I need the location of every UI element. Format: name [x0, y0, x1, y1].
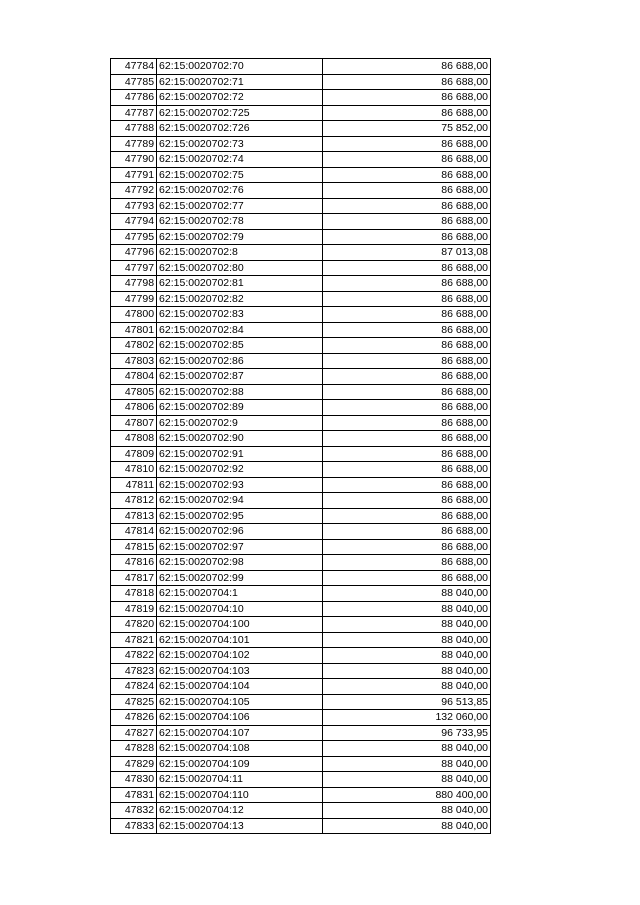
cadastral-number-cell: 62:15:0020702:725 [157, 105, 323, 121]
cadastral-number-cell: 62:15:0020704:109 [157, 756, 323, 772]
cadastral-number-cell: 62:15:0020704:13 [157, 818, 323, 834]
cadastral-value-table [110, 58, 491, 834]
cadastral-number-cell: 62:15:0020702:82 [157, 291, 323, 307]
row-number-cell: 47793 [111, 198, 157, 214]
cadastral-number-cell: 62:15:0020702:92 [157, 462, 323, 478]
cadastral-value-cell: 96 733,95 [323, 725, 491, 741]
cadastral-value-cell: 86 688,00 [323, 291, 491, 307]
cadastral-number-cell: 62:15:0020702:84 [157, 322, 323, 338]
cadastral-value-cell: 86 688,00 [323, 369, 491, 385]
cadastral-value-cell: 86 688,00 [323, 462, 491, 478]
cadastral-value-cell: 75 852,00 [323, 121, 491, 137]
cadastral-number-cell: 62:15:0020704:102 [157, 648, 323, 664]
row-number-cell: 47824 [111, 679, 157, 695]
cadastral-value-cell: 88 040,00 [323, 648, 491, 664]
cadastral-value-cell: 86 688,00 [323, 446, 491, 462]
cadastral-value-cell: 86 688,00 [323, 152, 491, 168]
cadastral-value-cell: 86 688,00 [323, 415, 491, 431]
table-row [111, 136, 491, 152]
cadastral-value-cell: 88 040,00 [323, 601, 491, 617]
row-number-cell: 47818 [111, 586, 157, 602]
cadastral-value-cell: 86 688,00 [323, 524, 491, 540]
table-row [111, 291, 491, 307]
cadastral-number-cell: 62:15:0020702:74 [157, 152, 323, 168]
table-row [111, 632, 491, 648]
row-number-cell: 47817 [111, 570, 157, 586]
cadastral-value-cell: 86 688,00 [323, 338, 491, 354]
cadastral-value-cell: 96 513,85 [323, 694, 491, 710]
row-number-cell: 47823 [111, 663, 157, 679]
table-row [111, 415, 491, 431]
row-number-cell: 47799 [111, 291, 157, 307]
cadastral-value-cell: 86 688,00 [323, 167, 491, 183]
table-row [111, 260, 491, 276]
row-number-cell: 47810 [111, 462, 157, 478]
row-number-cell: 47827 [111, 725, 157, 741]
cadastral-number-cell: 62:15:0020704:105 [157, 694, 323, 710]
cadastral-number-cell: 62:15:0020702:91 [157, 446, 323, 462]
cadastral-number-cell: 62:15:0020702:83 [157, 307, 323, 323]
cadastral-number-cell: 62:15:0020702:8 [157, 245, 323, 261]
cadastral-number-cell: 62:15:0020704:11 [157, 772, 323, 788]
table-body [111, 59, 491, 834]
table-row [111, 756, 491, 772]
row-number-cell: 47832 [111, 803, 157, 819]
row-number-cell: 47798 [111, 276, 157, 292]
cadastral-number-cell: 62:15:0020704:103 [157, 663, 323, 679]
cadastral-value-cell: 86 688,00 [323, 555, 491, 571]
row-number-cell: 47814 [111, 524, 157, 540]
cadastral-number-cell: 62:15:0020702:96 [157, 524, 323, 540]
table-row [111, 431, 491, 447]
row-number-cell: 47790 [111, 152, 157, 168]
table-row [111, 524, 491, 540]
cadastral-value-cell: 87 013,08 [323, 245, 491, 261]
row-number-cell: 47829 [111, 756, 157, 772]
table-row [111, 229, 491, 245]
table-row [111, 818, 491, 834]
row-number-cell: 47833 [111, 818, 157, 834]
cadastral-number-cell: 62:15:0020702:70 [157, 59, 323, 75]
table-row [111, 105, 491, 121]
table-row [111, 59, 491, 75]
row-number-cell: 47791 [111, 167, 157, 183]
cadastral-value-cell: 86 688,00 [323, 493, 491, 509]
cadastral-number-cell: 62:15:0020702:78 [157, 214, 323, 230]
cadastral-value-cell: 86 688,00 [323, 90, 491, 106]
row-number-cell: 47811 [111, 477, 157, 493]
row-number-cell: 47794 [111, 214, 157, 230]
row-number-cell: 47785 [111, 74, 157, 90]
row-number-cell: 47805 [111, 384, 157, 400]
table-row [111, 787, 491, 803]
table-row [111, 663, 491, 679]
cadastral-number-cell: 62:15:0020702:71 [157, 74, 323, 90]
table-row [111, 152, 491, 168]
cadastral-number-cell: 62:15:0020702:88 [157, 384, 323, 400]
table-row [111, 772, 491, 788]
table-row [111, 601, 491, 617]
table-row [111, 400, 491, 416]
table-row [111, 555, 491, 571]
table-row [111, 803, 491, 819]
table-row [111, 710, 491, 726]
row-number-cell: 47822 [111, 648, 157, 664]
row-number-cell: 47812 [111, 493, 157, 509]
cadastral-value-cell: 86 688,00 [323, 353, 491, 369]
cadastral-number-cell: 62:15:0020704:104 [157, 679, 323, 695]
cadastral-value-cell: 88 040,00 [323, 756, 491, 772]
row-number-cell: 47789 [111, 136, 157, 152]
cadastral-value-cell: 880 400,00 [323, 787, 491, 803]
table-row [111, 183, 491, 199]
cadastral-number-cell: 62:15:0020704:110 [157, 787, 323, 803]
cadastral-number-cell: 62:15:0020704:101 [157, 632, 323, 648]
cadastral-number-cell: 62:15:0020702:79 [157, 229, 323, 245]
cadastral-value-cell: 86 688,00 [323, 431, 491, 447]
cadastral-value-cell: 88 040,00 [323, 818, 491, 834]
row-number-cell: 47821 [111, 632, 157, 648]
cadastral-number-cell: 62:15:0020704:106 [157, 710, 323, 726]
cadastral-value-cell: 132 060,00 [323, 710, 491, 726]
table-row [111, 338, 491, 354]
cadastral-value-cell: 86 688,00 [323, 260, 491, 276]
row-number-cell: 47807 [111, 415, 157, 431]
row-number-cell: 47802 [111, 338, 157, 354]
cadastral-value-cell: 86 688,00 [323, 477, 491, 493]
row-number-cell: 47820 [111, 617, 157, 633]
cadastral-value-cell: 88 040,00 [323, 679, 491, 695]
cadastral-number-cell: 62:15:0020704:10 [157, 601, 323, 617]
table-row [111, 694, 491, 710]
cadastral-value-cell: 86 688,00 [323, 136, 491, 152]
cadastral-number-cell: 62:15:0020704:107 [157, 725, 323, 741]
cadastral-number-cell: 62:15:0020702:86 [157, 353, 323, 369]
table-row [111, 679, 491, 695]
table-row [111, 353, 491, 369]
table-row [111, 276, 491, 292]
cadastral-number-cell: 62:15:0020702:76 [157, 183, 323, 199]
cadastral-value-cell: 86 688,00 [323, 229, 491, 245]
cadastral-number-cell: 62:15:0020704:1 [157, 586, 323, 602]
table-row [111, 214, 491, 230]
table-row [111, 322, 491, 338]
cadastral-value-cell: 86 688,00 [323, 508, 491, 524]
row-number-cell: 47828 [111, 741, 157, 757]
cadastral-value-cell: 86 688,00 [323, 198, 491, 214]
row-number-cell: 47830 [111, 772, 157, 788]
table-row [111, 245, 491, 261]
table-row [111, 384, 491, 400]
table-row [111, 617, 491, 633]
table-row [111, 167, 491, 183]
cadastral-number-cell: 62:15:0020704:12 [157, 803, 323, 819]
row-number-cell: 47787 [111, 105, 157, 121]
table-row [111, 741, 491, 757]
cadastral-value-cell: 86 688,00 [323, 214, 491, 230]
table-row [111, 446, 491, 462]
cadastral-number-cell: 62:15:0020702:75 [157, 167, 323, 183]
cadastral-number-cell: 62:15:0020702:726 [157, 121, 323, 137]
cadastral-value-cell: 86 688,00 [323, 570, 491, 586]
row-number-cell: 47806 [111, 400, 157, 416]
cadastral-value-cell: 86 688,00 [323, 74, 491, 90]
row-number-cell: 47788 [111, 121, 157, 137]
cadastral-number-cell: 62:15:0020702:98 [157, 555, 323, 571]
row-number-cell: 47816 [111, 555, 157, 571]
cadastral-value-cell: 86 688,00 [323, 276, 491, 292]
cadastral-number-cell: 62:15:0020704:100 [157, 617, 323, 633]
cadastral-number-cell: 62:15:0020702:73 [157, 136, 323, 152]
cadastral-number-cell: 62:15:0020702:90 [157, 431, 323, 447]
table-row [111, 462, 491, 478]
row-number-cell: 47809 [111, 446, 157, 462]
cadastral-number-cell: 62:15:0020704:108 [157, 741, 323, 757]
cadastral-value-cell: 88 040,00 [323, 586, 491, 602]
row-number-cell: 47784 [111, 59, 157, 75]
row-number-cell: 47813 [111, 508, 157, 524]
cadastral-number-cell: 62:15:0020702:94 [157, 493, 323, 509]
table-row [111, 508, 491, 524]
row-number-cell: 47801 [111, 322, 157, 338]
table-row [111, 648, 491, 664]
cadastral-value-cell: 88 040,00 [323, 663, 491, 679]
cadastral-number-cell: 62:15:0020702:89 [157, 400, 323, 416]
table-row [111, 369, 491, 385]
cadastral-number-cell: 62:15:0020702:99 [157, 570, 323, 586]
cadastral-value-cell: 88 040,00 [323, 741, 491, 757]
table-row [111, 477, 491, 493]
cadastral-number-cell: 62:15:0020702:93 [157, 477, 323, 493]
cadastral-value-cell: 88 040,00 [323, 772, 491, 788]
table-row [111, 74, 491, 90]
row-number-cell: 47786 [111, 90, 157, 106]
cadastral-number-cell: 62:15:0020702:77 [157, 198, 323, 214]
cadastral-number-cell: 62:15:0020702:97 [157, 539, 323, 555]
cadastral-value-cell: 88 040,00 [323, 617, 491, 633]
cadastral-value-cell: 88 040,00 [323, 632, 491, 648]
table-row [111, 307, 491, 323]
cadastral-value-cell: 86 688,00 [323, 384, 491, 400]
cadastral-value-cell: 86 688,00 [323, 59, 491, 75]
row-number-cell: 47826 [111, 710, 157, 726]
table-row [111, 586, 491, 602]
cadastral-value-cell: 86 688,00 [323, 307, 491, 323]
row-number-cell: 47808 [111, 431, 157, 447]
cadastral-number-cell: 62:15:0020702:87 [157, 369, 323, 385]
cadastral-value-cell: 88 040,00 [323, 803, 491, 819]
cadastral-value-cell: 86 688,00 [323, 183, 491, 199]
table-row [111, 198, 491, 214]
row-number-cell: 47804 [111, 369, 157, 385]
cadastral-value-cell: 86 688,00 [323, 400, 491, 416]
row-number-cell: 47797 [111, 260, 157, 276]
cadastral-number-cell: 62:15:0020702:72 [157, 90, 323, 106]
row-number-cell: 47815 [111, 539, 157, 555]
row-number-cell: 47800 [111, 307, 157, 323]
table-row [111, 493, 491, 509]
cadastral-value-cell: 86 688,00 [323, 539, 491, 555]
cadastral-value-cell: 86 688,00 [323, 105, 491, 121]
row-number-cell: 47819 [111, 601, 157, 617]
table-row [111, 121, 491, 137]
row-number-cell: 47796 [111, 245, 157, 261]
table-row [111, 570, 491, 586]
row-number-cell: 47825 [111, 694, 157, 710]
row-number-cell: 47803 [111, 353, 157, 369]
table-row [111, 725, 491, 741]
cadastral-number-cell: 62:15:0020702:85 [157, 338, 323, 354]
cadastral-number-cell: 62:15:0020702:81 [157, 276, 323, 292]
row-number-cell: 47792 [111, 183, 157, 199]
cadastral-value-cell: 86 688,00 [323, 322, 491, 338]
cadastral-number-cell: 62:15:0020702:9 [157, 415, 323, 431]
cadastral-number-cell: 62:15:0020702:80 [157, 260, 323, 276]
cadastral-number-cell: 62:15:0020702:95 [157, 508, 323, 524]
table-row [111, 539, 491, 555]
table-row [111, 90, 491, 106]
row-number-cell: 47795 [111, 229, 157, 245]
row-number-cell: 47831 [111, 787, 157, 803]
